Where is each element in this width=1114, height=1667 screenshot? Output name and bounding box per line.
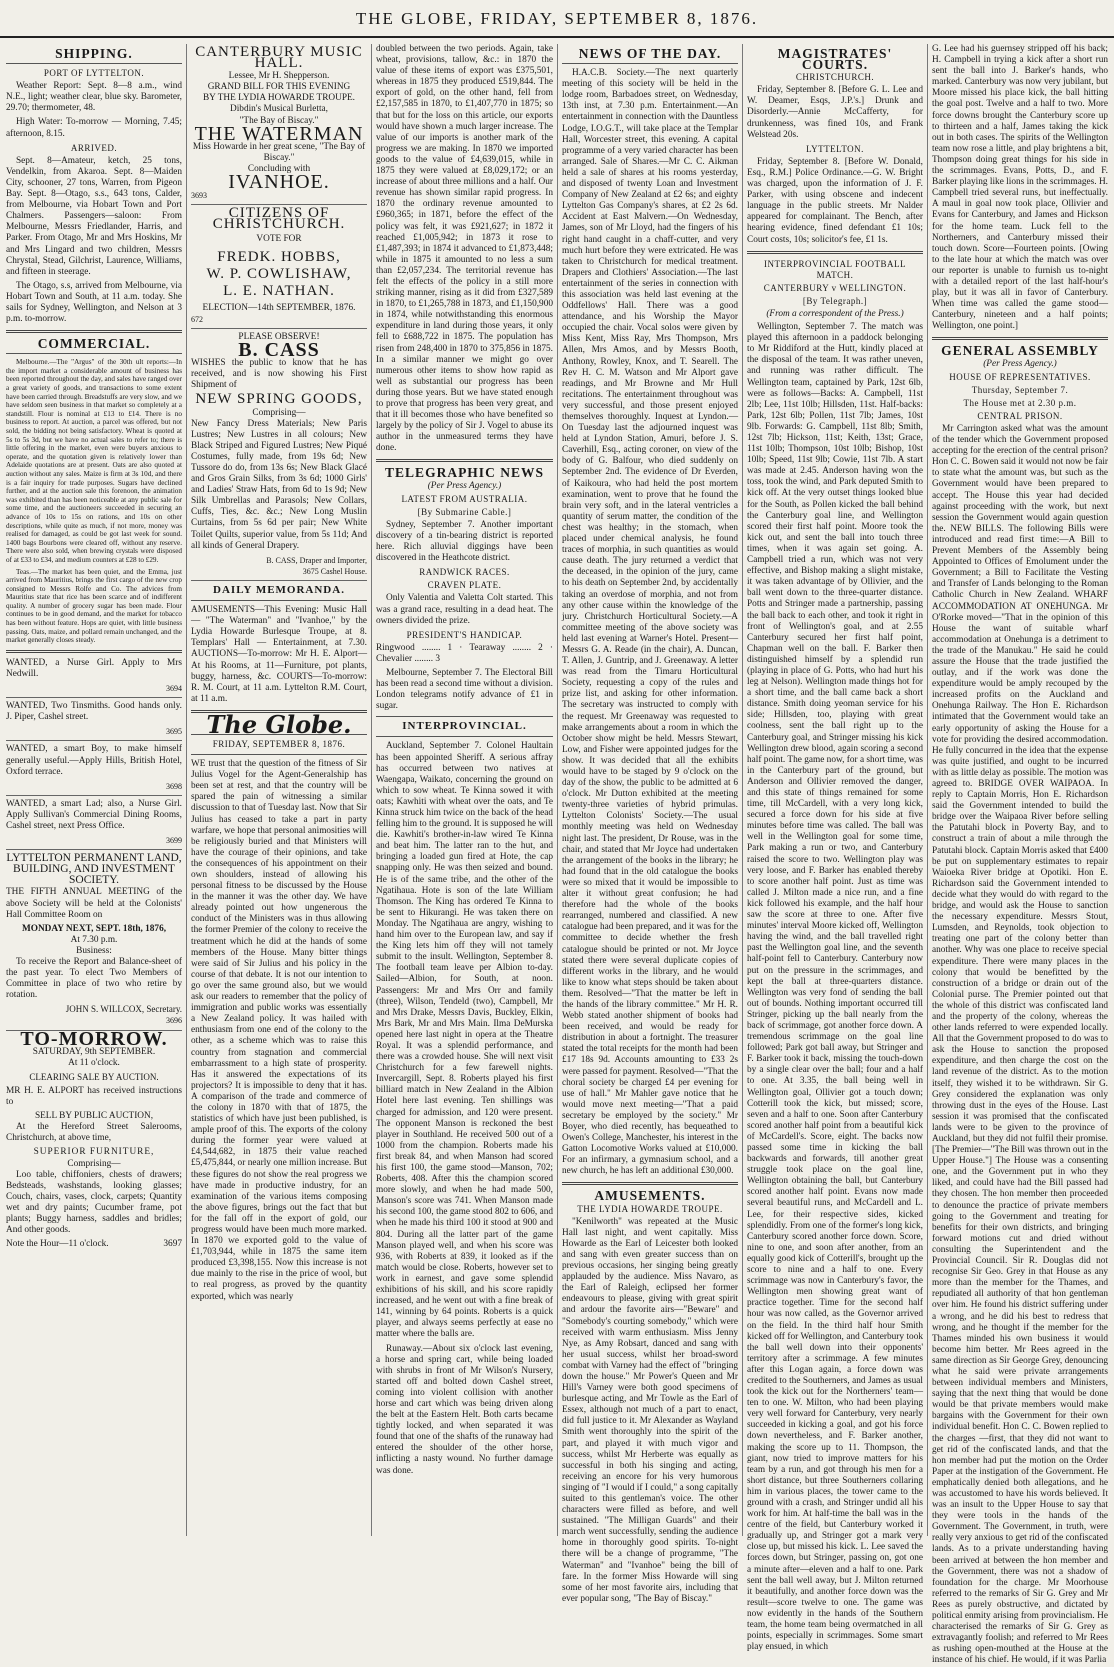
magistrates-christchurch: CHRISTCHURCH. (795, 72, 875, 83)
notice-secretary: JOHN S. WILLCOX, Secretary. (65, 1004, 182, 1015)
ad-text: WANTED, a smart Lad; also, a Nurse Girl. Apply Sullivan's Commercial Dining Rooms, Cashel street, next Press Office. (6, 798, 182, 831)
cass-comprising: Comprising— (252, 407, 306, 418)
music-hall-heading: CANTERBURY MUSIC HALL. (195, 44, 363, 72)
telegraphic-body: Sydney, September 7. Another important discovery of a tin-bearing district is reported here. Rich alluvial diggings have been discovered in the Heathcote district. (376, 519, 553, 564)
ad-ref: 3699 (166, 836, 182, 846)
ad-text: WANTED, a smart Boy, to make himself generally useful.—Apply Hills, British Hotel, Oxford terrace. (6, 744, 182, 777)
divider (6, 650, 182, 653)
commercial-report: Melbourne.—The "Argus" of the 30th ult reports:—In the import market a considerable amount of business has been reported throughout the day, and sales have ranged over a great variety of goods, and transactions to some extent have been carried through. Breadstuffs are very slow, and we have seldom seen business in that market so completely at a standstill. Flour is nominal at £13 to £14. There is no business to report. At auction, a parcel was offered, but not sold, the bidding not being satisfactory. Wheat is quoted at 5s to 5s 3d, but we have no actual sales to refer to; there is little offering in the market, even were buyers anxious to operate, and the quotation given is relatively lower than Adelaide quotations are at present. Oats are also quoted at auction without any sales. Maize is firm at 3s 10d, and there is a fair inquiry for trade purposes. Sugars have declined further, and at the auction sale this forenoon, the animation was exhibited than has been noticeable at any public sale for some time, and the auctioneers succeeded in securing an advance of 10s to 15s on rations, and 10s on other descriptions, while quite as much, if not more, money was realised for damaged, as could be got last week for sound. 1400 bags Bourbons were cleared off, without any reserve. There were also sold, when brewing crystals were disposed of at £33 to £34, and medium counters at £28 to £29. (6, 358, 182, 564)
memoranda-heading: DAILY MEMORANDA. (213, 583, 345, 596)
citizens-vote: VOTE FOR (256, 234, 302, 245)
classified-ad (6, 658, 182, 698)
football-heading: INTERPROVINCIAL FOOTBALL MATCH. (764, 258, 906, 280)
news-body: H.A.C.B. Society.—The next quarterly meeting of this society will be held in the lodge room, Barbadoes street, on Wednesday, 13th inst, at 7.30 p.m. Entertainment.—An entertainment in connection with the Dauntless Lodge, I.O.G.T., will take place at the Templar Hall, Worcester street, this evening. A capital programme of a very varied character has been arranged. Sale of Shares.—Mr C. C. Aikman held a sale of shares at his rooms yesterday, and disposed of twenty Loan and Investment Company of New Zealand at £2 6s; and eighty Lyttelton Gas Company's shares, at £2 2s 6d. Accident at East Malvern.—On Wednesday, James, son of Mr Lloyd, had the fingers of his right hand caught in a chaff-cutter, and very much hurt before they were extricated. He was taken to Christchurch for medical treatment. Drapers and Clothiers' Association.—The last entertainment of the series in connection with this association was held last evening at the Oddfellows' Hall. There was a good attendance, and his Worship the Mayor occupied the chair. Vocal solos were given by Miss Kent, Miss Ray, Mrs Thompson, Mrs Allen, Mrs Amos, and by Messrs Booth, Anthony, Rowley, Knox, and T. Searell. The Rev H. C. M. Watson and Mr Alport gave readings, and Mr Browne and Mr Hull recitations. The entertainment throughout was very successful, and those present enjoyed themselves thoroughly. Inquest at Lyndon.—On Tuesday last the adjourned inquest was held at Lyndon Station, Amuri, before J. S. Caverhill, Esq., acting coroner, on view of the body of G. Balfour, who died suddenly on September 2nd. The evidence of Dr Everden, of Kaikoura, who had held the post mortem examination, went to prove that he found the brain very soft, and in the lateral ventricles a quantity of serum matter, the condition of the chest was healthy; in the stomach, when placed under chemical analysis, he found traces of morphia, in such quantities as would cause death. The jury returned a verdict that the deceased, in the opinion of the jury, came to his death on September 2nd, by accidentally taking an overdose of morphia, and not from any other cause within the knowledge of the jury. Christchurch Horticultural Society.—A committee meeting of the above society was held last evening at Warner's Hotel. Present—Messrs G. A. Reade (in the chair), A. Duncan, T. Allen, J. Guntrip, and J. Greenaway. A letter was read from the Timaru Horticultural Society, requesting a copy of the rules and prize list, and asking for other information. The secretary was instructed to comply with the request. Mr Greenaway was requested to make arrangements about a room in which the October show might be held. Messrs Stewart, Low, and Fisher were appointed judges for the show. It was decided that all the exhibits would have to be staged by 9 o'clock on the day of the show, the public to be admitted at 6 o'clock. Mr Dutton exhibited at the meeting twenty-three varieties of hybrid primulas. Lyttelton Colonists' Society.—The usual monthly meeting was held on Wednesday night last. The president, Dr Rouse, was in the chair, and stated that Mr Joyce had undertaken the arrangement of the books in the library; he had found that in the old catalogue the books were so mixed that it would be impossible to alter it without great confusion; he had therefore had the whole of the books rearranged, numbered and classified. A new catalogue had been prepared, and it was for the committee to decide whether the fresh catalogue should be printed or not. Mr Joyce stated there were several duplicate copies of different works in the library, and he would like to know what steps should be taken about them. Resolved—"That the matter be left in the hands of the library committee." Mr H. R. Webb stated another shipment of books had been received, and would be ready for distribution in about a fortnight. The treasurer stated the total receipts for the month had been £17 18s 9d. Accounts amounting to £33 2s were passed for payment. Resolved—"That the choral society be charged £4 per evening for use of hall." Mr Mahler gave notice that he would move next meeting—"That a paid secretary be employed by the society." Mr Boyer, who died recently, has bequeathed to Owen's College, Manchester, his interest in the Gatton Locomotive Works valued at £10,000. For an infirmary, a gymnasium school, and a new church, he has left an additional £30,000. (562, 68, 738, 1177)
citizens-ad (191, 205, 367, 329)
sale-footer (6, 1239, 182, 1250)
sale-sell: SELL BY PUBLIC AUCTION, (34, 1111, 154, 1122)
classified-ad (6, 799, 182, 850)
assembly-prison: CENTRAL PRISON. (977, 410, 1063, 421)
notice-heading: LYTTELTON PERMANENT LAND, BUILDING, AND INVESTMENT SOCIETY. (6, 852, 182, 887)
cass-body: WISHES the public to know that he has received, and is now showing his First Shipment of (191, 358, 367, 391)
cass-items: New Fancy Dress Materials; New Paris Lustres; New Lustres in all colours; New Black Striped and Figured Lustres; New Piqué Costumes, fully made, from 19s 6d; New Tussore do do, from 13s 6s; New Black Glacé and Gros Grain Silks, from 3s 6d; 1000 Girls' and Ladies' Straw Hats, from 6d to 1s 9d; New Silk Umbrellas and Parasols; New Collars, Cuffs, Ties, &c. &c.; New Long Muslin Curtains, from 5s 6d per pair; New White Toilet Quilts, superior value, from 5s 11d; And all kinds of General Drapery. (191, 418, 367, 551)
notice-body: THE FIFTH ANNUAL MEETING of the above Society will be held at the Colonists' Hall Committee Room on (6, 887, 182, 920)
sale-items: Loo table, chiffoniers, chests of drawers; Bedsteads, washstands, looking glasses; Couch, chairs, vases, clock, carpets; Quantity wet and dry paints; Cucumber frame, pot plants; Buggy harness, saddles and bridles; And other goods. (6, 1169, 182, 1236)
football-body-cont: G. Lee had his guernsey stripped off his back; H. Campbell in trying a kick after a short run sent the ball into J. Barker's hands, who marked. Canterbury was now very jubilant, but Moore missed his place kick, the ball hitting the goal post. Twelve and a half to two. More force downs brought the Canterbury score up to thirteen and a half, James taking the kick out in both cases. The spirits of the Wellington team now rose a little, and play brightens a bit, Thompson doing great things for his side in the scrimmages. Evans, Potts, D., and F. Barker playing like lions in the scrimmages. H. Campbell tried several runs, but ineffectually. A maul in goal now took place, Ollivier and Evans for Canterbury, and James and Hickson for the home team. Luck fell to the Northerners, and Canterbury missed their touch down. Score—Fourteen points. [Owing to the late hour at which the match was over our reporter is unable to furnish us to-night with a detailed report of the last half-hour's play, but it was all in favor of Canterbury. When time was called the game stood—Canterbury, nineteen and a half points; Wellington, one point.] (932, 44, 1108, 332)
divider (562, 1182, 738, 1185)
high-water: High Water: To-morrow — Morning, 7.45; afternoon, 8.15. (6, 117, 182, 139)
column-2 (191, 44, 367, 1536)
magistrates-heading: MAGISTRATES' COURTS. (777, 46, 893, 73)
cass-please: PLEASE OBSERVE! (238, 331, 320, 342)
notice-business: Business: (76, 945, 112, 956)
classified-ad (6, 701, 182, 741)
music-hall-burletta: Dibdin's Musical Burletta, (230, 104, 328, 115)
telegraphic-heading: TELEGRAPHIC NEWS (385, 465, 544, 481)
citizens-heading: CITIZENS OF CHRISTCHURCH. (212, 205, 346, 233)
telegraphic-agency: (Per Press Agency.) (427, 480, 502, 491)
column-6 (932, 44, 1109, 1666)
sale-ref: 3697 (163, 1239, 182, 1250)
divider (562, 63, 738, 64)
football-correspondent: (From a correspondent of the Press.) (766, 308, 904, 319)
ad-ref: 3698 (166, 781, 182, 791)
column-1 (6, 44, 182, 1536)
column-rule (557, 44, 558, 1536)
arrived-list: Sept. 8—Amateur, ketch, 25 tons, Vendelkin, from Akaroa. Sept. 8—Maiden City, schooner, 27 tons, Warren, from Pigeon Bay. Sept. 8—Otago, s.s., 643 tons, Calder, from Melbourne, via Hobart Town and Port Chalmers. Passengers—saloon: From Melbourne, Messrs Friedlander, Harris, and Parker. From Otago, Mr and Mrs Hoskins, Mr and Mrs Lingard and two children, Messrs Chrystal, Stead, Gilchrist, Laurence, Williams, and fifteen in steerage. (6, 155, 182, 277)
cass-signature: B. CASS, Draper and Importer, (266, 555, 367, 565)
arrived-heading: ARRIVED. (70, 142, 118, 153)
globe-logo: The Globe. (206, 709, 352, 739)
cass-ad (191, 332, 367, 581)
sale-body: MR H. E. ALPORT has received instructions to (6, 1085, 182, 1108)
melbourne-news: Melbourne, September 7. The Electoral Bill has been read a second time without a division. London telegrams notify advance of £1 in sugar. (376, 667, 553, 712)
music-hall-ivanhoe: IVANHOE. (228, 171, 330, 194)
column-rule (186, 44, 187, 1536)
football-telegraph: [By Telegraph.] (802, 295, 868, 306)
column-5 (747, 44, 923, 1653)
sale-comprising: Comprising— (67, 1158, 121, 1169)
magistrates-body-1: Friday, September 8. [Before G. L. Lee and W. Deamer, Esqs, J.P.'s.] Drunk and Disorderly.—Annie McCafferty, for drunkenness, was fined 10s, and Frank Welstead 20s. (747, 85, 923, 140)
memoranda-body: AMUSEMENTS—This Evening: Music Hall — "The Waterman" and "Ivanhoe," by the Lydia Howarde Burlesque Troupe, at 8. Templars' Hall — Entertainment, at 7.30. AUCTIONS—To-morrow: Mr H. E. Alport—At his Rooms, at 11—Furniture, pot plants, buggy, harness, &c. COURTS—To-morrow: R. M. Court, at 11 a.m. Lyttelton R.M. Court, at 11 a.m. (191, 605, 367, 704)
divider (932, 337, 1108, 340)
commercial-report-cont: Teas.—The market has been quiet, and the Emma, just arrived from Mauritius, brings the first cargo of the new crop consigned to Messrs Rolfe and Co. The advices from Mauritius state that rice has been scarce and of indifferent quality. A number of grocery sugar has been made. Flour continues to be in good demand, and the market for tobacco has been without feature. Hops are quiet, with little business passing. Oats, maize, and pollard remain unchanged, and the market generally closes steady. (6, 567, 182, 645)
citizens-ref: 672 (191, 314, 203, 324)
divider (6, 63, 182, 64)
assembly-body: Mr Carrington asked what was the amount of the tender which the Government proposed accepting for the erection of the central prison? Hon C. C. Bowen said it would not now be fair to state what the amount was, but such as the Government would have been prepared to accept. The House this year had decided against proceeding with the work, but next session the Government would again question the. NEW BILLS. The following Bills were introduced and read first time:—A Bill to Prevent Members of the Assembly being Appointed to Offices of Emolument under the Government; a Bill to Facilitate the Vesting and Transfer of Lands belonging to the Roman Catholic Church in New Zealand. WHARF ACCOMMODATION AT ONEHUNGA. Mr O'Rorke moved—"That in the opinion of this House the want of suitable wharf accommodation at Onehunga is a detriment to the trade of the Manukau." He said he could assure the House that the trade justified the outlay, and if the work was done the expenditure would be amply recouped by the increased profits on the Auckland and Onehunga Railway. The Hon E. Richardson intimated that the Government would take an early opportunity of asking the House for a vote for providing the desired accommodation. He fully concurred in the idea that the expense was quite justified, and ought to be incurred with as little delay as possible. The motion was agreed to. BRIDGE OVER WAIPAOA. In reply to Captain Morris, Hon E. Richardson said the Government intended to build the bridge over the Waipaoa River before selling the Patutahi block in Poverty Bay, and to construct a train of about a mile through the Patutahi block. Captain Morris asked that £400 be put on supplementary estimates to repair Waioeka River bridge at Opotiki. Hon E. Richardson said the Government intended to decide what they would do with regard to the bridge, and would ask the House to sanction the necessary expenditure. Messrs Stout, Lumsden, and Reynolds, took objection to treating one part of the colony better than another. Why was one place to receive special expenditure. There were many places in the colony that would be benefitted by the construction of a bridge or drain out of the Colonial purse. The Premier pointed out that the whole of this district was confiscated land and the property of the colony, whereas the other lands referred to were expended locally. All that the Government proposed to do was to ask the House to sanction the proposed expenditure, and then charge the cost on the land revenue of the district. As to the motion itself, they wished it to be withdrawn. Sir G. Grey considered the explanation was only throwing dust in the eyes of the House. Last session it was promised that the confiscated lands were to be given to the province of Auckland, but they did not fulfil their promise. [The Premier—"The Bill was thrown out in the Upper House."] The House was a consenting one, and the Government put in who they liked, and could have had the Bill passed had they chosen. The hon member then proceeded to denounce the practice of private members going to the Government and treating for benefits for their own districts, and bringing forward motions cut and dried without consulting the Superintendent and the Provincial Council. Sir R. Douglas did not recognise Sir Geo. Grey in that House as any more than the member for the Thames, and repudiated all authority of that hon gentleman over him. He found his district suffering under a wrong, and he did his best to redress that wrong, and he thought if the member for the Thames minded his own business it would become him better. Mr Rees agreed in the same direction as Sir George Grey, denouncing what he said were private arrangements between individual members and Ministers, saying that the next thing that would be done would be that private members would make bargains with the Government for their own individual benefit. Hon C. C. Bowen replied to the charges —first, that they did not want to get rid of the confiscated lands, and that the hon member had put the motion on the Order Paper at the instigation of the Government. He emphatically denied both allegations, and he was accustomed to have his words believed. It was an insult to the Upper House to say that they were tools in the hands of the Government. The Government, in truth, were really very anxious to get rid of the confiscated lands. As to a private understanding having been arrived at between the hon member and the Government, there was not a shadow of foundation for the charge. Mr Moorhouse referred to the remarks of Sir G. Grey and Mr Rees as purely obstructive, and dictated by political enmity arising from provincialism. He characterised the remarks of Sir G. Grey as extravagantly foolish; and referred to Mr Rees as rushing open-mouthed at the House at the instance of his chief. He would, if it was Parlia (932, 424, 1109, 1666)
sale-date: SATURDAY, 9th SEPTEMBER. (32, 1046, 156, 1057)
assembly-date: Thursday, September 7. (971, 384, 1069, 395)
ad-text: WANTED, Two Tinsmiths. Good hands only. J. Piper, Cashel street. (6, 701, 182, 723)
masthead (0, 0, 1114, 38)
candidate-1: FREDK. HOBBS, (217, 248, 341, 265)
notice-date: MONDAY NEXT, SEPT. 18th, 1876, (21, 923, 167, 934)
cass-goods: NEW SPRING GOODS, (195, 391, 363, 408)
cass-heading: B. CASS (238, 339, 320, 362)
assembly-sat: The House met at 2.30 p.m. (963, 397, 1077, 408)
interprovincial-heading: INTERPROVINCIAL. (402, 720, 527, 733)
amusements-heading: AMUSEMENTS. (594, 1188, 706, 1204)
sale-time: At 11 o'clock. (68, 1057, 120, 1068)
assembly-house: HOUSE OF REPRESENTATIVES. (949, 371, 1091, 382)
column-3 (376, 44, 553, 1536)
leader-article: WE trust that the question of the fitness of Sir Julius Vogel for the Agent-Generalship has been set at rest, and that the country will be spared the pain of witnessing a similar discussion to that of Tuesday last. Now that Sir Julius has ceased to take a part in party warfare, we hope that personal animosities will be religiously buried and that Ministers will have the courage of their opinions, and take the consequences of his appointment on their own shoulders, instead of allowing his personal fitness to be discussed by the House in the manner it was the other day. We have already pointed out how ungenerous the conduct of the Ministers was in thus allowing the former Premier of the colony to receive the treatment which he did at the hands of some members of the House. Many bitter things were said of Sir Julius and his policy in the course of that debate. It is not our intention to go over the same ground also, but we would ask our readers to remember that the policy of immigration and public works was essentially a New Zealand policy. It was hailed with enthusiasm from one end of the colony to the other, as a scheme which was to raise this country from stagnation and commercial embarrassment to a high state of prosperity. Has it answered the expectations of its projectors? It is impossible to deny that it has. A comparison of the trade and commerce of the colony in 1870 with that of 1875, the statistics of which have just been published, is ample proof of this. The exports of the colony during the former year were valued at £4,544,682, in 1875 their value reached £5,475,844, or nearly one million increase. But these figures do not show the real progress we have made in productive industry, for an examination of the various items composing the above figures, brings out the fact that but for the fall off in the export of gold, our progress would have been much more marked. In 1870 we exported gold to the value of £1,703,944, while in 1875 the same item produced £3,398,155. Now this increase is not due mainly to the rise in the price of wool, but to real progress, as proved by the quantity exported, which was nearly (191, 759, 367, 1302)
lyttelton-society-notice (6, 853, 182, 1030)
football-body: Wellington, September 7. The match was played this afternoon in a paddock belonging to Mr Riddiford at the Hutt, kindly placed at the disposal of the team. It was rather uneven, and running was rather difficult. The Wellington team, captained by Park, 12st 6lb, were as follows—Backs: A. Campbell, 11st 2lb; Lee, 11st 10lb; Hillsden, 11st. Half-backs: Park, 12st 6lb; Pollen, 11st 7lb; James, 10st 9lb. Forwards: G. Campbell, 11st 8lb; Smith, 12st 7lb; Hickson, 11st; Keith, 13st; Grace, 11st 10lb; Thompson, 10st 10lb; Bishop, 10st 10lb; Speed, 11st 9lb; Cowie, 11st 7lb. A start was made at 2.45. Anderson having won the toss, took the wind, and Park deputed Smith to kick off. At the very outset things looked blue for the South, as Pollen kicked the ball behind the Canterbury goal line, and Wellington scored their first half point. Moore took the kick out, and sent the ball into touch three times, when it was again set going. A. Campbell tried a run, which was not very effective, and Bishop making a slight mistake, it was taken advantage of by Ollivier, and the ball went down to the three-quarter distance. Potts and Stringer made a partnership, passing the ball back to each other, and took it right in front of Wellington's goal, and at 2.55 Canterbury secured her first half point, Chapman well on the ball. F. Barker then distinguished himself by a splendid run (playing in place of G. Potts, who had hurt his leg at Nelson). Wellington made things hot for a short time, and the ball came back a short distance. Smith doing yeoman service for his side; Hillsden, too, playing with great coolness, sent the ball right up to the Canterbury goal, and Stringer missing his kick Wellington drew blood, again scoring a second half point. The game now, for a short time, was in the Canterbury part of the ground, but Anderson and Ollivier removed the danger, and this state of things remained for some time, till McCardell, with a very long kick, secured a force down for his side at five minutes before time was called. The ball was well in the Wellington goal for some time, Park making a run or two, and Canterbury raised the score to two. Wellington play was very loose, and F. Barker has enabled thereby to score another half point. Just as time was called J. Milton made a nice run, and a fine kick followed his example, and the half hour saw the score at three to one. After five minutes' interval Moore kicked off, Wellington having the wind, and the ball travelled right past the Wellington goal line, and the seventh half-point fell to Canterbury. Canterbury now put on the pressure in the scrimmages, and kept the ball at three-quarters distance. Wellington was very fond of sending the ball out of bounds. Nothing important occurred till Stringer, picking up the ball nearly from the back of scrimmage, got another force down. A tremendous scrimmage on the goal line followed; Park got ball away, but Stringer and F. Barker took it back, missing the touch-down by a single clear over the ball; four and a half to one. At 3.35, the ball being well in Wellington goal, Ollivier got a touch down; Cotterill took the kick, but missed; score, seven and a half to one. Soon after Canterbury scored another half point from a beautiful kick of McCardell's. Score, eight. The backs now passed some time in kicking the ball backwards and forwards, till another great struggle took place on the goal line, Wellington obtaining the ball, but Canterbury scored another half point. Evans now made several beautiful runs, and McCardell and L. Lee, for their respective sides, kicked splendidly. From one of the former's long kick, Canterbury scored another force down. Score, nine to one, and soon after another, from an equally good kick of Cotterill's, brought up the score to nine and a half to one. Every scrimmage was now in Canterbury's favor, the Wellington men showing great want of practice together. Time for the second half hour was now called, as the Governor arrived on the field. In the third half hour Smith kicked off for Wellington, and Canterbury took the ball well down into their opponents' territory after a scrimmage. A few minutes after this Logan again, a force down was credited to the Southerners, and James as usual took the kick out for the Northerners' team—ten to one. W. Milton, who had been playing very well forward for Canterbury, very nearly succeeded in kicking a goal, and got his force down nevertheless, and F. Barker another, making the score up to 11. Thompson, the giant, now tried to improve matters for his team by a run, and got through his men for a short distance, but three Southerners collaring him in various places, the tower came to the ground with a crash, and Stringer undid all his work for him. At half-time the ball was in the centre of the field, but Canterbury worked it gradually up, and Stringer got a mark very close up, but missed his kick. L. Lee saved the forces down, but Stringer, passing on, got one a minute after—eleven and a half to one. Park sent the ball well away, but J. Milton returned it beautifully, and another force down was the result—score twelve to one. The game was now evidently in the hands of the Southern team, the home team being overmatched in all points, especially in scrimmages. Some smart play ensued, in which (747, 322, 923, 1653)
assembly-agency: (Per Press Agency.) (983, 358, 1057, 369)
music-hall-title: THE WATERMAN (194, 122, 364, 145)
divider (376, 459, 553, 462)
races-results: Ringwood ........ 1 · Tearaway ........ 2 · Chevalier ........ 3 (376, 642, 553, 664)
candidate-2: W. P. COWLISHAW, (206, 265, 352, 282)
runaway-note: Runaway.—About six o'clock last evening, a horse and spring cart, while being loaded with shrubs in front of Mr Wilson's Nursery, started off and bolted down Cashel street, coming into violent collision with another horse and cart which was being driven along the belt at the Eastern Helt. Both carts became tightly locked, and when separated it was found that one of the shafts of the runaway had entered the shoulder of the other horse, inflicting a nasty wound. No further damage was done. (376, 1343, 553, 1476)
ad-text: WANTED, a Nurse Girl. Apply to Mrs Nedwill. (6, 657, 182, 679)
music-hall-lessee: Lessee, Mr H. Shepperson. (228, 71, 330, 82)
notice-ref: 3696 (166, 1016, 182, 1026)
music-hall-grand: GRAND BILL FOR THIS EVENING (207, 82, 351, 93)
amusements-sub: THE LYDIA HOWARDE TROUPE. (577, 1203, 723, 1214)
assembly-heading: GENERAL ASSEMBLY (941, 343, 1099, 359)
magistrates-body-2: Friday, September 8. [Before W. Donald, Esq., R.M.] Police Ordinance.—G. W. Bright was charged, upon the information of J. F. Parker, with using obscene and indecent language in the public streets. Mr Nalder appeared for complainant. The Bench, after hearing evidence, fined defendant £1 10s; Court costs, 10s; solicitor's fee, £1 1s. (747, 156, 923, 245)
music-hall-miss: Miss Howarde in her great scene, "The Bay of Biscay." (192, 141, 366, 163)
races-body: Only Valentia and Valetta Colt started. This was a grand race, resulting in a dead heat. The owners divided the prize. (376, 593, 553, 626)
divider (191, 600, 367, 601)
tomorrow-heading: TO-MORROW. (20, 1027, 168, 1050)
divider (376, 716, 553, 717)
music-hall-ref: 3693 (191, 191, 207, 201)
notice-items: To receive the Report and Balance-sheet of the past year. To elect Two Members of Committee in place of two who retire by rotation. (6, 957, 182, 1001)
music-hall-by: BY THE LYDIA HOWARDE TROUPE. (202, 93, 356, 104)
news-heading: NEWS OF THE DAY. (578, 46, 722, 61)
cass-address: 3675 Cashel House. (302, 566, 367, 576)
sale-note: Note the Hour—11 o'clock. (6, 1239, 109, 1250)
divider (747, 251, 923, 254)
election-date: ELECTION—14th SEPTEMBER, 1876. (202, 302, 356, 313)
masthead-title: THE GLOBE, FRIDAY, SEPTEMBER 8, 1876. (355, 9, 759, 28)
races-handicap: PRESIDENT'S HANDICAP. (406, 629, 523, 640)
port-heading: PORT OF LYTTELTON. (43, 68, 145, 79)
ad-ref: 3695 (166, 727, 182, 737)
divider (6, 353, 182, 354)
leader-article-cont: doubled between the two periods. Again, take wheat, provisions, tallow, &c.: in 1870 the value of these items of export was £375,501, whereas in 1875 they produced £519,844. The export of gold, on the other hand, fell from £2,157,585 in 1870, to £1,407,770 in 1875; so that but for the loss on this article, our exports would have shown a much larger increase. The value of our imports is another mark of the progress we are making. In 1870 we imported goods to the value of £4,639,015, while in 1875 they were valued at £8,029,172; or an increase of about three millions and a half. Our revenue has shown similar rapid progress. In 1870 the ordinary revenue amounted to £960,365; in 1871, before the effect of the policy was felt, it was £921,627; in 1872 it reached £1,005,942; in 1873 it rose to £1,487,393; in 1874 it advanced to £1,873,448; while in 1875 it amounted to no less a sum than £2,057,234. The territorial revenue has felt the effects of the policy in a still more striking manner, rising as it did from £327,589 in 1870, to £1,265,788 in 1873, and £1,150,900 in 1874, while notwithstanding this enormous expenditure in land during those years, it only fell to £688,722 in 1875. The population has risen from 248,400 in 1870 to 375,856 in 1875. In a similar manner we might go over numerous other items to show how rapid as well as substantial our progress has been during those years. But we have stated enough to prove that progress has been very great, and that it ill becomes those who have benefited so largely by the policy of Sir J. Vogel to abuse its author in the unmeasured terms they have done. (376, 44, 553, 454)
candidate-3: L. E. NATHAN. (223, 282, 335, 299)
divider (6, 330, 182, 333)
weather-report: Weather Report: Sept. 8—8 a.m., wind N.E., light; weather clear, blue sky. Barometer, 29.70; thermometer, 48. (6, 81, 182, 114)
music-hall-conc: Concluding with (247, 163, 311, 174)
interprovincial-body: Auckland, September 7. Colonel Haultain has been appointed Sheriff. A serious affray has occurred between two natives at Waengapa, Waikato, concerning the ground on which to sow wheat. Te Kinna sowed it with oats; Kawhiti with wheat over the oats, and Te Kinna struck him twice on the back of the head felling him to the ground. It is supposed he will die. Kawhiti's brother-in-law wired Te Kinna and beat him. The latter ran to the hut, and bringing a loaded gun fired at Hote, the cap snapping only. He was then seized and bound. He is of the same tribe, and the other of the Ngatihaua. Hote is son of the late William Thomson. The King has ordered Te Kinna to be sent to Hikurangi. He was taken there on Monday. The Ngatihaua are angry, wishing to hand him over to the European law, and say if the King lets him off they will not tamely submit to the insult. Wellington, September 8. The football team leave per Albion to-day. Sailed—Albion, for South, at noon. Passengers: Mr and Mrs Orr and family (three), Wilson, Tendeld (two), Campbell, Mr and Mrs Drake, Messrs Davis, Buckley, Elkin, Mrs Bark, Mr and Mrs Main. Ilma DeMurska opened here last night in opera at the Theatre Royal. It was a splendid performance, and there was a crowded house. She will next visit Christchurch for a few farewell nights. Invercargill, Sept. 8. Roberts played his first billiard match in New Zealand in the Albion Hotel here last evening. Ten shillings was charged for admission, and 120 were present. The opponent Manson is reckoned the best player in Southland. He received 500 out of a 1000 from the champion. Roberts made his first break 84, and when Manson had scored his first 100, the game stood—Manson, 702; Roberts, 408. After this the champion scored more slowly, and when he had made 500, Manson's score was 741. When Manson made his second 100, the game stood 802 to 606, and when he made his third 100 it stood at 900 and 804. During all the latter part of the game Manson played well, and when his score was 936, with Roberts at 839, it looked as if the match would be close. Roberts, however set to work in earnest, and gave some splendid exhibitions of his skill, and his score rapidly increased, and he went out with a fine break of 141, winning by 64 points. Roberts is a quick player, and always seems perfectly at ease no matter where the balls are. (376, 741, 553, 1340)
music-hall-bay: "The Bay of Biscay." (239, 115, 319, 126)
classified-ad (6, 744, 182, 795)
races-heading: RANDWICK RACES. (419, 567, 510, 578)
sale-location: At the Hereford Street Salerooms, Christchurch, at above time, (6, 1122, 182, 1144)
commercial-heading: COMMERCIAL. (37, 336, 151, 352)
divider (191, 754, 367, 755)
music-hall-ad (191, 44, 367, 205)
column-4 (562, 44, 738, 1604)
sale-type: CLEARING SALE BY AUCTION. (29, 1071, 159, 1082)
column-rule (371, 44, 372, 1536)
football-sub: CANTERBURY v WELLINGTON. (763, 282, 907, 293)
notice-time: At 7.30 p.m. (70, 934, 118, 945)
column-rule (927, 44, 928, 1536)
divider (376, 736, 553, 737)
globe-date: FRIDAY, SEPTEMBER 8, 1876. (212, 738, 346, 749)
telegraphic-cable: [By Submarine Cable.] (417, 506, 512, 517)
shipping-heading: SHIPPING. (55, 46, 133, 61)
amusements-body: "Kenilworth" was repeated at the Music Hall last night, and went capitally. Miss Howarde as the Earl of Leicester both looked and sang with even greater success than on previous occasions, her singing being greatly applauded by the audience. Miss Navaro, as the Earl of Raleigh, eclipsed her former endeavours to please, giving with great spirit and ardour the favorite airs—"Beware" and "Somebody's courting somebody," which were received with warm enthusiasm. Miss Jenny Nye, as Amy Robsart, danced and sang with her usual success, whilst her broad-sword combat with Varney had the effect of "bringing down the house." Mr Power's Queen and Mr Hill's Varney were both good specimens of burlesque acting, and Mr Towle as the Earl of Essex, although not much of a part to enact, did full justice to it. Mr Alexander as Wayland Smith went thoroughly into the spirit of the part, and played it with much vigor and success, whilst Mr Herberte was equally as successful in both his singing and acting, receiving an encore for his very humorous singing of "I would if I could," a song capitally suited to this gentleman's voice. The other characters were filled as before, and well sustained. "The Milligan Guards" and their march went successfully, sending the audience home in thoroughly good spirits. To-night there will be a change of programme, "The Waterman" and "Ivanhoe" being the bill of fare. In the former Miss Howarde will sing some of her most favorite airs, including that ever popular song, "The Bay of Biscay." (562, 1216, 738, 1604)
races-sub: CRAVEN PLATE. (427, 580, 502, 591)
column-rule (742, 44, 743, 1536)
ad-ref: 3694 (166, 684, 182, 694)
sale-furniture: SUPERIOR FURNITURE, (33, 1147, 155, 1158)
telegraphic-latest: LATEST FROM AUSTRALIA. (401, 493, 528, 504)
magistrates-lyttelton: LYTTELTON. (806, 143, 864, 154)
otago-note: The Otago, s.s, arrived from Melbourne, via Hobart Town and South, at 11 a.m. today. She sails for Sydney, Wellington, and Nelson at 3 p.m. to-morrow. (6, 280, 182, 325)
